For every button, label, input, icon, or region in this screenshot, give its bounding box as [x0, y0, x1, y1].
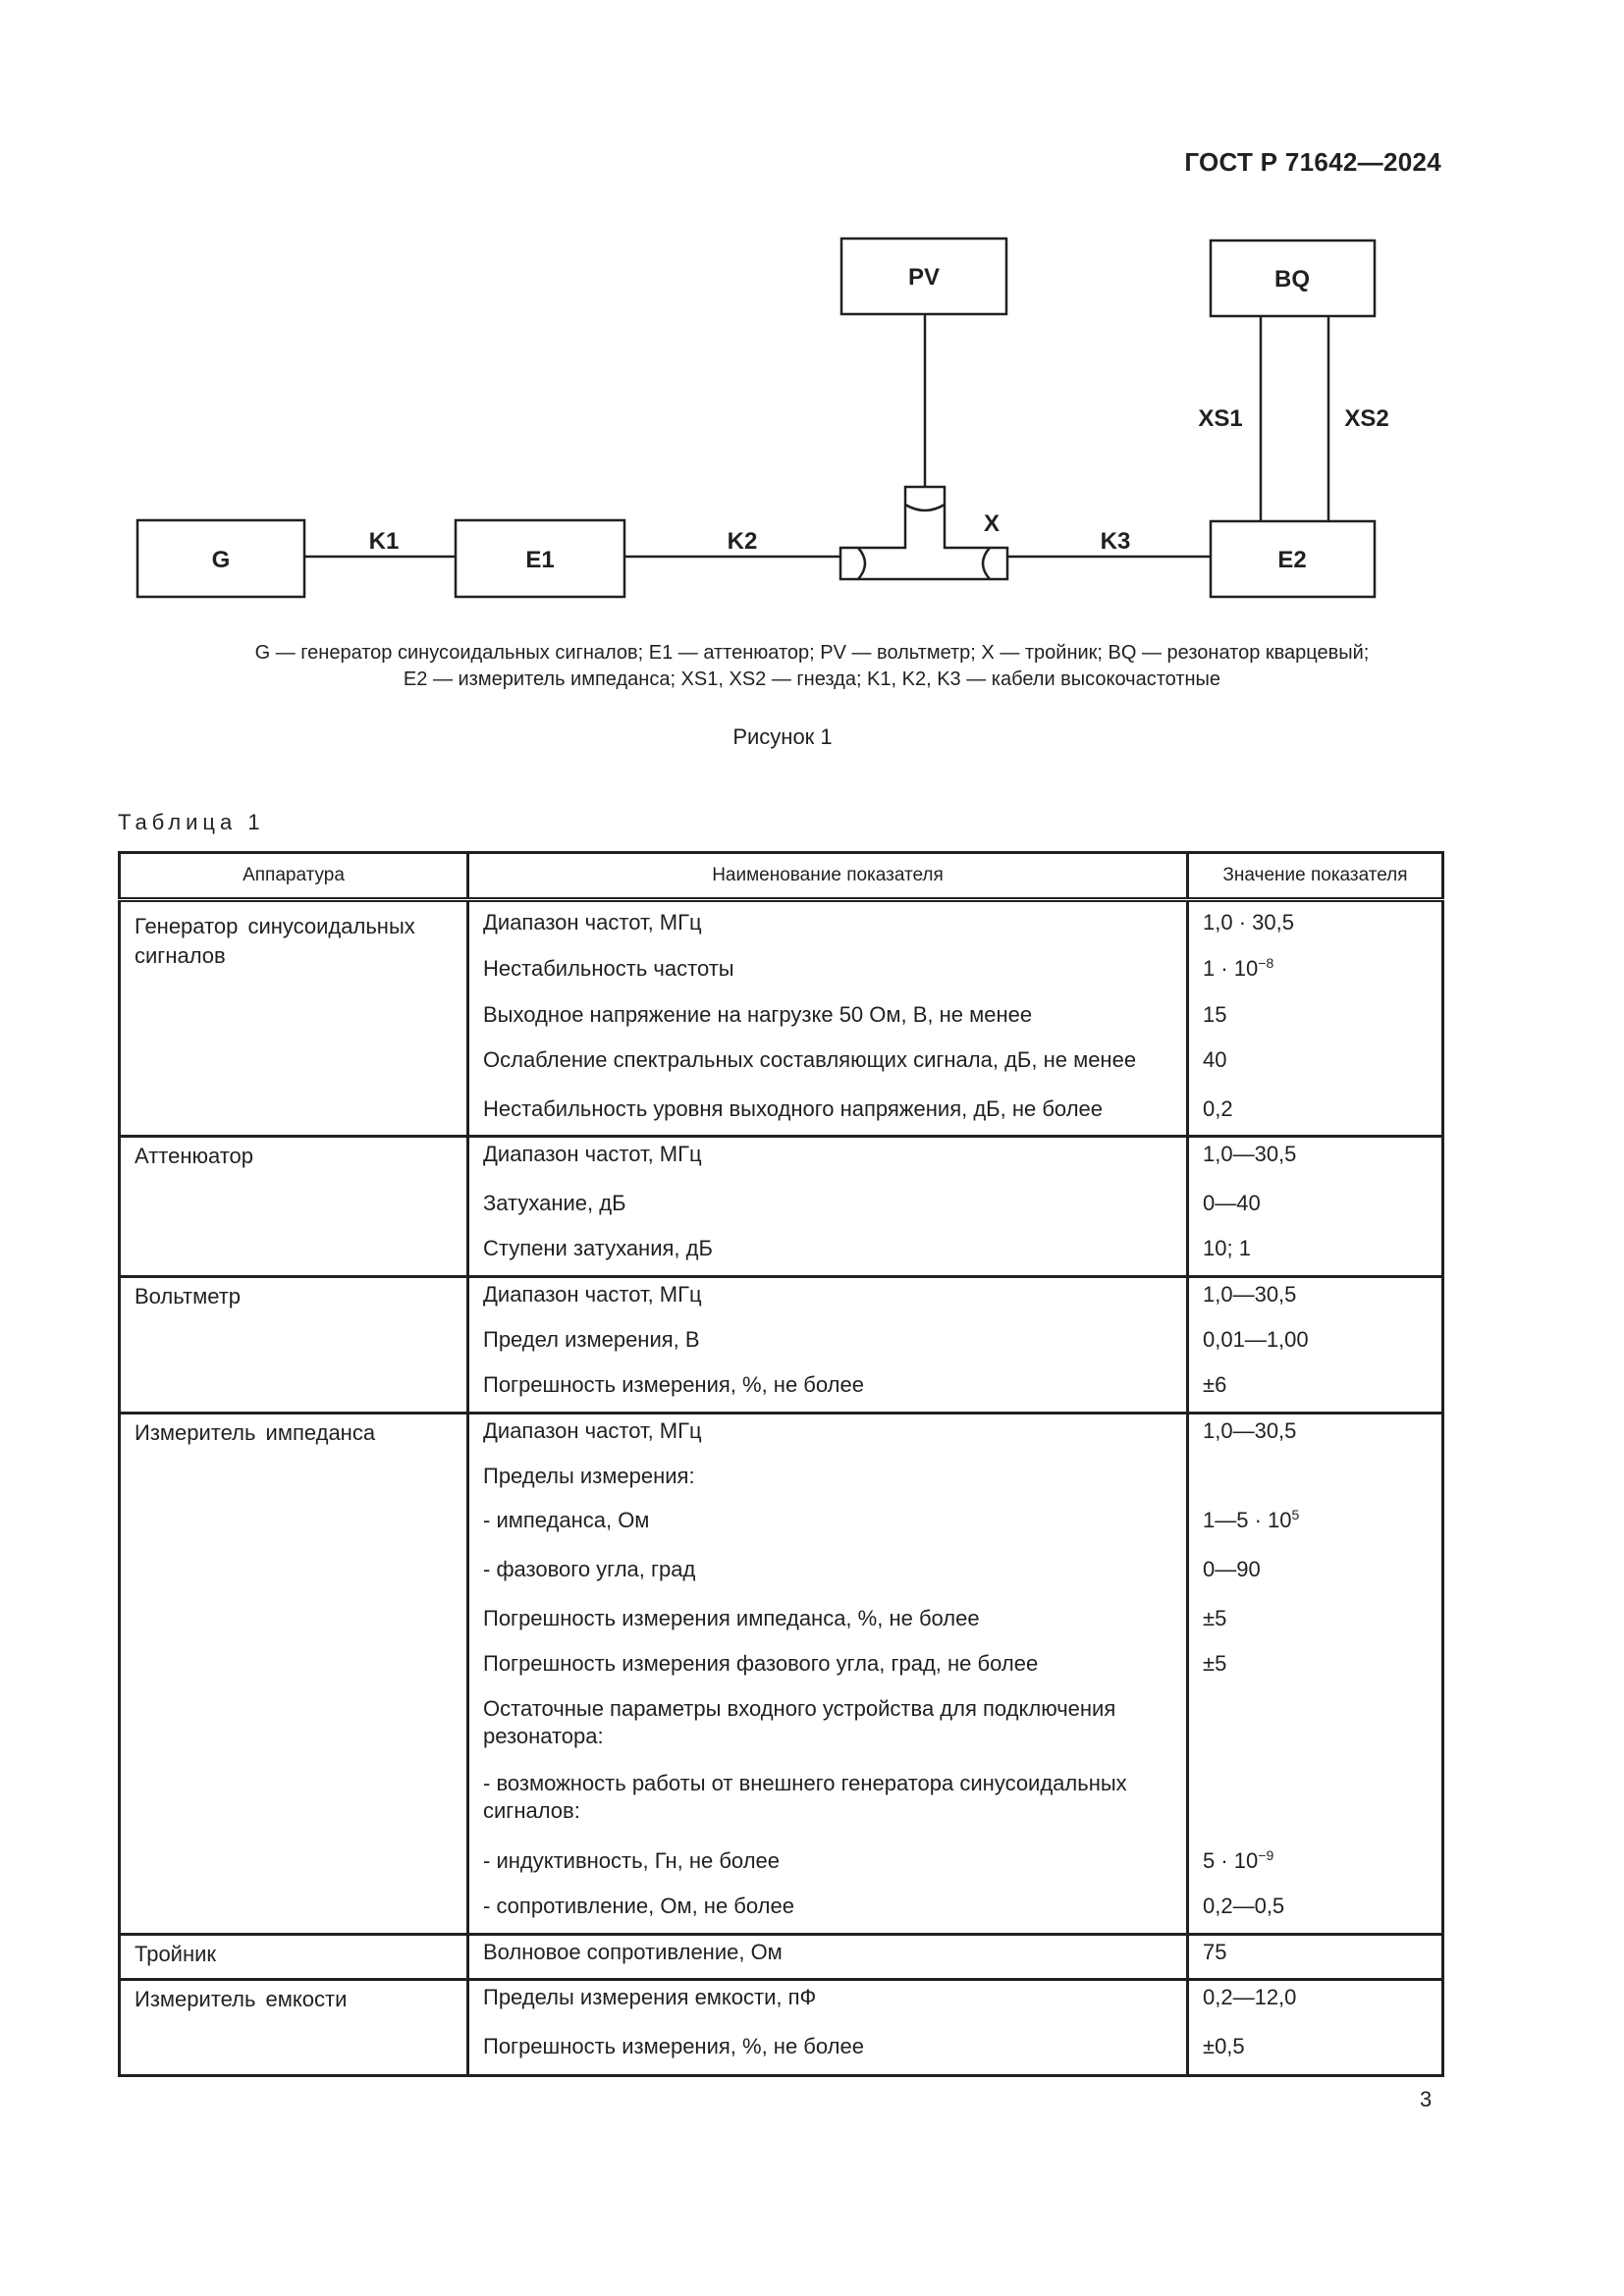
cable-k3-label: K3 [1100, 528, 1131, 555]
column-header-value: Значение показателя [1188, 853, 1443, 900]
parameter-name: Диапазон частот, МГц [483, 910, 702, 934]
parameter-name: - фазового угла, град [483, 1557, 696, 1581]
parameter-value: 0,2 [1203, 1096, 1233, 1121]
parameter-name: Погрешность измерения, %, не более [483, 2034, 864, 2058]
legend-line: G — генератор синусоидальных сигналов; E1 — аттенюатор; PV — вольтметр; X — тройник; BQ — резонатор кварцевый; [254, 642, 1370, 664]
parameter-value: $1 \cdot 10^{-8}$ [1203, 955, 1274, 981]
parameter-name: Диапазон частот, МГц [483, 1282, 702, 1307]
parameter-name: Волновое сопротивление, Ом [483, 1940, 783, 1964]
parameter-value: 0—40 [1203, 1191, 1261, 1215]
parameter-name: Выходное напряжение на нагрузке 50 Ом, В, не менее [483, 1002, 1033, 1027]
document-code: ГОСТ Р 71642—2024 [1184, 147, 1441, 177]
parameter-name: Нестабильность уровня выходного напряжения, дБ, не более [483, 1096, 1103, 1121]
parameter-value: 10; 1 [1203, 1236, 1251, 1260]
parameter-name: Предел измерения, В [483, 1327, 700, 1352]
parameter-value: 1,0—30,5 [1203, 1142, 1297, 1166]
parameter-name: - импеданса, Ом [483, 1508, 650, 1532]
parameter-value: 15 [1203, 1002, 1227, 1027]
cable-k1-label: K1 [368, 528, 400, 555]
table-row-capacitance-meter [120, 1980, 1443, 2076]
parameter-value: ±5 [1203, 1651, 1227, 1676]
parameter-value: ±0,5 [1203, 2034, 1245, 2058]
parameter-value: 0,2—0,5 [1203, 1894, 1285, 1918]
block-bq-label: BQ [1274, 266, 1310, 293]
table-row-generator [120, 900, 1443, 1137]
parameter-value: 1,0—30,5 [1203, 1418, 1297, 1443]
parameter-name: Нестабильность частоты [483, 956, 734, 981]
block-g-label: G [211, 547, 231, 573]
parameter-value: ±5 [1203, 1606, 1227, 1630]
parameter-value: 0,01—1,00 [1203, 1327, 1309, 1352]
column-header-parameter: Наименование показателя [468, 853, 1188, 900]
cable-k2-label: K2 [727, 528, 758, 555]
apparatus-name: Аттенюатор [135, 1144, 254, 1168]
table-row-voltmeter [120, 1277, 1443, 1414]
parameter-name: Пределы измерения емкости, пФ [483, 1985, 817, 2009]
figure-caption: Рисунок 1 [732, 724, 833, 749]
specification-table [118, 851, 1444, 2077]
parameter-name: Диапазон частот, МГц [483, 1142, 702, 1166]
parameter-value: 1,0—30,5 [1203, 1282, 1297, 1307]
legend-line: E2 — измеритель импеданса; XS1, XS2 — гнезда; K1, K2, K3 — кабели высокочастотные [403, 668, 1221, 690]
parameter-name: Погрешность измерения фазового угла, град, не более [483, 1651, 1039, 1676]
column-header-apparatus: Аппаратура [120, 853, 468, 900]
apparatus-name: Измеритель импеданса [135, 1420, 376, 1445]
apparatus-name: Измеритель емкости [135, 1987, 348, 2011]
parameter-name: Погрешность измерения, %, не более [483, 1372, 864, 1397]
connection-diagram [0, 0, 1624, 628]
parameter-name: - сопротивление, Ом, не более [483, 1894, 794, 1918]
parameter-name: Диапазон частот, МГц [483, 1418, 702, 1443]
block-e1-label: E1 [525, 547, 555, 573]
figure-legend [118, 640, 1506, 693]
parameter-value: 1—5 · $10^5$ [1203, 1507, 1300, 1532]
parameter-value: 40 [1203, 1047, 1227, 1072]
block-e2-label: E2 [1277, 547, 1307, 573]
table-caption: Таблица 1 [118, 810, 265, 834]
page-number: 3 [1420, 2087, 1433, 2111]
parameter-name: - индуктивность, Гн, не более [483, 1848, 780, 1873]
parameter-name: Затухание, дБ [483, 1191, 626, 1215]
parameter-name: - возможность работы от внешнего генератора синусоидальных сигналов: [483, 1771, 1127, 1823]
parameter-name: Ступени затухания, дБ [483, 1236, 713, 1260]
apparatus-name: Тройник [135, 1942, 217, 1966]
socket-xs2-label: XS2 [1344, 405, 1389, 432]
table-row-attenuator [120, 1137, 1443, 1277]
parameter-value: 0,2—12,0 [1203, 1985, 1297, 2009]
parameter-value: 0—90 [1203, 1557, 1261, 1581]
parameter-name: Погрешность измерения импеданса, %, не более [483, 1606, 980, 1630]
table-row-tee [120, 1935, 1443, 1980]
table-header-row [120, 853, 1443, 900]
parameter-name: Ослабление спектральных составляющих сигнала, дБ, не менее [483, 1047, 1137, 1072]
block-pv-label: PV [907, 264, 941, 291]
parameter-name: Остаточные параметры входного устройства для подключения резонатора: [483, 1696, 1116, 1748]
apparatus-name: Генератор синусоидальных сигналов [135, 914, 415, 968]
parameter-value: 1,0 · 30,5 [1203, 910, 1294, 934]
parameter-value: 75 [1203, 1940, 1227, 1964]
socket-xs1-label: XS1 [1198, 405, 1243, 432]
tee-x-label: X [983, 510, 1001, 537]
parameter-value: ±6 [1203, 1372, 1227, 1397]
apparatus-name: Вольтметр [135, 1284, 242, 1308]
table-row-impedance-meter [120, 1414, 1443, 1935]
parameter-name: Пределы измерения: [483, 1464, 695, 1488]
parameter-value: $5 \cdot 10^{-9}$ [1203, 1847, 1274, 1873]
